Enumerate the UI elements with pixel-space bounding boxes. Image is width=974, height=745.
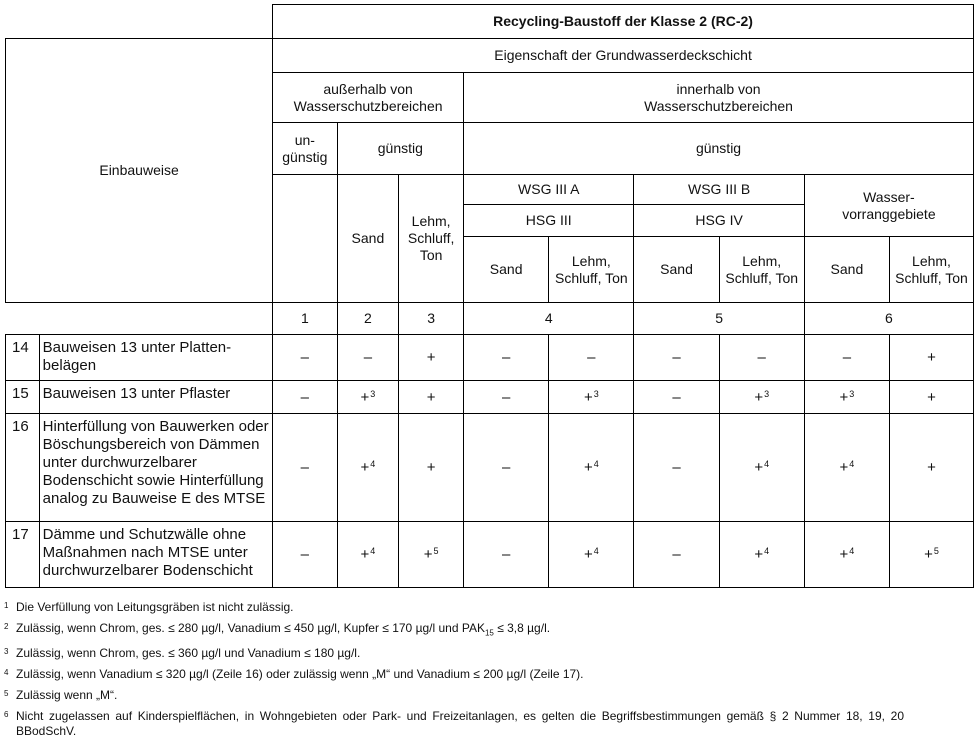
value-cell	[549, 335, 634, 381]
value-text: +	[360, 388, 370, 406]
colnum-2: 2	[337, 303, 399, 335]
footnote-text: Zulässig wenn „M“.	[16, 688, 118, 703]
value-cell	[464, 335, 549, 381]
value-text: –	[842, 349, 852, 366]
value-cell	[890, 522, 974, 588]
footnote	[4, 621, 904, 640]
wasservorrang-header: Wasser-vorranggebiete	[804, 175, 973, 237]
value-text: +	[583, 459, 593, 476]
col6-sand-header: Sand	[804, 237, 889, 303]
colnum-6: 6	[804, 303, 973, 335]
footnote-number: 4	[4, 668, 9, 678]
value-text: +	[426, 388, 436, 406]
hsg4-header: HSG IV	[634, 205, 804, 237]
footnote-text: Zulässig, wenn Vanadium ≤ 320 µg/l (Zeile 16) oder zulässig wenn „M“ und Vanadium ≤ 200 µg/l (Zeile 17).	[16, 667, 584, 682]
footnote-ref: 3	[370, 388, 376, 399]
footnote-ref: 5	[433, 546, 439, 556]
footnote-number: 5	[4, 689, 9, 699]
value-text: +	[583, 388, 593, 406]
innerhalb-header: innerhalb von Wasserschutzbereichen	[464, 73, 974, 123]
footnote-text: Zulässig, wenn Chrom, ges. ≤ 280 µg/l, Vanadium ≤ 450 µg/l, Kupfer ≤ 170 µg/l und $PAK_{15} \le 3,8$ µg/l.	[16, 621, 551, 638]
value-text: –	[501, 388, 511, 406]
value-cell	[890, 335, 974, 381]
data-rows	[6, 335, 974, 588]
row-label: Bauweisen 13 unter Pflaster	[39, 381, 272, 414]
value-text: +	[426, 349, 436, 366]
blank-corner	[6, 5, 273, 39]
footnote-text: Die Verfüllung von Leitungsgräben ist nicht zulässig.	[16, 600, 294, 614]
wsg3b-header: WSG III B	[634, 175, 804, 205]
value-text: –	[672, 546, 681, 563]
col3-lehm-header: Lehm, Schluff, Ton	[399, 175, 464, 303]
footnote-ref: 3	[764, 388, 770, 399]
row-number: 14	[6, 335, 40, 381]
table-title: Recycling-Baustoff der Klasse 2 (RC-2)	[273, 5, 974, 39]
footnote-number: 6	[4, 710, 9, 720]
value-cell	[337, 335, 399, 381]
value-cell	[273, 381, 337, 414]
value-text: –	[300, 388, 310, 406]
colnum-4: 4	[464, 303, 634, 335]
value-cell	[804, 335, 889, 381]
value-cell	[634, 522, 719, 588]
guenstig-ausserhalb-header: günstig	[337, 123, 463, 175]
colnum-3: 3	[399, 303, 464, 335]
col4-lehm-header: Lehm, Schluff, Ton	[549, 237, 634, 303]
table-row	[6, 335, 974, 381]
value-cell	[549, 381, 634, 414]
value-text: –	[300, 459, 310, 476]
value-cell	[399, 414, 464, 522]
value-cell	[719, 335, 804, 381]
value-text: +	[754, 388, 764, 406]
row-number: 15	[6, 381, 40, 414]
footnotes	[4, 600, 904, 745]
ausserhalb-header: außerhalb von Wasserschutzbereichen	[273, 73, 464, 123]
value-text: +	[927, 459, 936, 476]
table-row	[6, 522, 974, 588]
value-cell	[337, 414, 399, 522]
value-cell	[273, 414, 337, 522]
col1-blank	[273, 175, 337, 303]
row-number: 17	[6, 522, 40, 588]
value-cell	[399, 335, 464, 381]
colnum-blank	[6, 303, 273, 335]
footnote-ref: 4	[764, 459, 770, 469]
value-cell	[464, 522, 549, 588]
value-cell	[719, 414, 804, 522]
value-cell	[399, 522, 464, 588]
value-cell	[273, 335, 337, 381]
colnum-5: 5	[634, 303, 804, 335]
value-cell	[549, 522, 634, 588]
guenstig-innerhalb-header: günstig	[464, 123, 974, 175]
value-cell	[634, 335, 719, 381]
row-label: Bauweisen 13 unter Platten-belägen	[39, 335, 272, 381]
value-cell	[464, 414, 549, 522]
table-row	[6, 381, 974, 414]
value-text: –	[672, 349, 681, 366]
value-text: –	[757, 349, 766, 366]
footnote-ref: 4	[849, 459, 855, 469]
value-text: –	[363, 349, 373, 366]
footnote-ref: 4	[593, 546, 599, 556]
einbauweise-header: Einbauweise	[6, 39, 273, 303]
value-cell	[399, 381, 464, 414]
value-text: +	[360, 546, 370, 563]
col4-sand-header: Sand	[464, 237, 549, 303]
value-text: –	[501, 349, 511, 366]
value-cell	[719, 381, 804, 414]
value-text: +	[583, 546, 593, 563]
footnote	[4, 600, 904, 615]
col5-lehm-header: Lehm, Schluff, Ton	[719, 237, 804, 303]
footnote-number: 3	[4, 647, 9, 657]
value-cell	[337, 522, 399, 588]
footnote-ref: 3	[593, 388, 599, 399]
value-text: +	[754, 459, 764, 476]
footnote-ref: 4	[593, 459, 599, 469]
value-text: –	[672, 388, 681, 406]
value-cell	[634, 414, 719, 522]
value-text: –	[501, 546, 511, 563]
value-text: +	[924, 546, 933, 563]
value-cell	[337, 381, 399, 414]
value-text: +	[927, 349, 936, 366]
footnote-ref: 4	[764, 546, 770, 556]
value-text: +	[754, 546, 764, 563]
footnote-ref: 4	[370, 546, 376, 556]
col6-lehm-header: Lehm, Schluff, Ton	[890, 237, 974, 303]
value-text: +	[360, 459, 370, 476]
value-cell	[890, 381, 974, 414]
value-text: +	[839, 546, 849, 563]
hsg3-header: HSG III	[464, 205, 634, 237]
footnote-ref: 4	[370, 459, 376, 469]
footnote	[4, 667, 904, 682]
footnote	[4, 646, 904, 661]
colnum-1: 1	[273, 303, 337, 335]
value-cell	[273, 522, 337, 588]
footnote-number: 2	[4, 622, 9, 631]
footnote-text: Nicht zugelassen auf Kinderspielflächen, in Wohngebieten oder Park- und Freizeitanlagen, es gelten die Begriffsbestimmungen gemäß § 2 Nummer 18, 19, 20 BBodSchV.	[16, 709, 904, 739]
value-cell	[719, 522, 804, 588]
footnote-number: 1	[4, 601, 9, 610]
value-cell	[549, 414, 634, 522]
unguenstig-header: un-günstig	[273, 123, 337, 175]
footnote-text: Zulässig, wenn Chrom, ges. ≤ 360 µg/l und Vanadium ≤ 180 µg/l.	[16, 646, 361, 661]
table-row	[6, 414, 974, 522]
value-text: –	[300, 546, 310, 563]
value-text: –	[300, 349, 310, 366]
col2-sand-header: Sand	[337, 175, 399, 303]
value-text: +	[426, 459, 436, 476]
footnote-ref: 3	[849, 388, 855, 399]
value-cell	[890, 414, 974, 522]
value-text: +	[839, 388, 849, 406]
footnote	[4, 688, 904, 703]
footnote	[4, 709, 904, 739]
value-cell	[464, 381, 549, 414]
wsg3a-header: WSG III A	[464, 175, 634, 205]
footnote-ref: 5	[933, 546, 939, 556]
recycling-table	[5, 4, 974, 588]
value-text: +	[927, 388, 936, 406]
value-cell	[804, 414, 889, 522]
value-text: –	[501, 459, 511, 476]
row-label: Hinterfüllung von Bauwerken oder Böschungsbereich von Dämmen unter durchwurzelbarer Bodenschicht sowie Hinterfüllung analog zu Bauweise E des MTSE	[39, 414, 272, 522]
footnote-ref: 4	[849, 546, 855, 556]
col5-sand-header: Sand	[634, 237, 719, 303]
value-cell	[634, 381, 719, 414]
row-number: 16	[6, 414, 40, 522]
value-text: –	[587, 349, 596, 366]
value-text: +	[839, 459, 849, 476]
value-cell	[804, 381, 889, 414]
value-text: +	[423, 546, 433, 563]
value-cell	[804, 522, 889, 588]
value-text: –	[672, 459, 681, 476]
row-label: Dämme und Schutzwälle ohne Maßnahmen nach MTSE unter durchwurzelbarer Bodenschicht	[39, 522, 272, 588]
eigenschaft-header: Eigenschaft der Grundwasserdeckschicht	[273, 39, 974, 73]
